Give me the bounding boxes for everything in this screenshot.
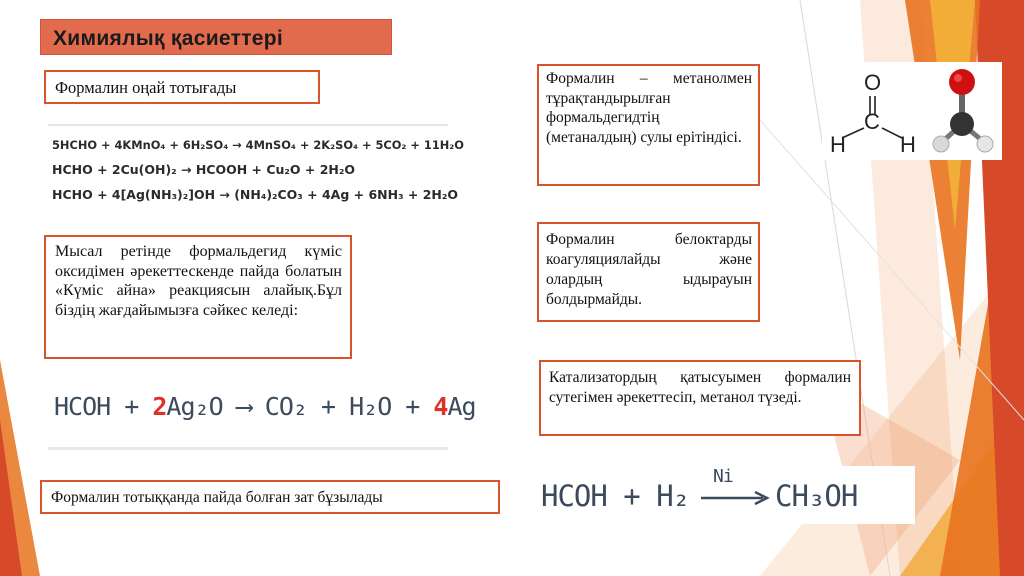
equation-copper-hydroxide: HCHO + 2Cu(OH)₂ → HCOOH + Cu₂O + 2H₂O [52,162,355,177]
atom-hydrogen-left-label: H [830,132,846,157]
formaldehyde-structure-svg [822,62,1002,160]
protein-text: Формалин белоктарды коагуляциялайды және олардың ыдырауын болдырмайды. [546,231,752,308]
formalin-definition-box [537,64,760,186]
silver-eq-part3: Ag [447,392,476,421]
silver-mirror-box [44,235,352,359]
reaction-arrow-icon [699,490,771,506]
silver-eq-part2: Ag₂O ⟶ CO₂ + H₂O + [166,392,434,421]
atom-oxygen-label: O [864,70,882,95]
silver-eq-part1: HCOH + [54,392,153,421]
catalyst-box [539,360,861,436]
equation-silver-ammonia: HCHO + 4[Ag(NH₃)₂]OH → (NH₄)₂CO₃ + 4Ag + 6NH₃ + 2H₂O [52,187,458,202]
hydrogenation-left: HCOH + H₂ [541,479,690,513]
decompose-box [40,480,500,514]
atom-carbon-label: C [864,109,880,134]
silver-mirror-equation-image [48,380,476,450]
easy-oxidation-text: Формалин оңай тотығады [55,78,237,97]
silver-eq-coef1: 2 [152,392,167,421]
slide-title: Химиялық қасиеттері [40,19,392,55]
decompose-text: Формалин тотыққанда пайда болған зат бұзылады [51,489,383,506]
catalyst-text: Катализатордың қатысуымен формалин сутегімен әрекеттесіп, метанол түзеді. [549,369,851,406]
formaldehyde-structure-image [822,62,1002,160]
silver-eq-coef2: 4 [433,392,448,421]
silver-mirror-text: Мысал ретінде формальдегид күміс оксидімен әрекеттескенде пайда болатын «Күміс айна» реакциясын алайық.Бұл біздің жағдайымызға сәйкес келеді: [55,243,342,319]
ball-and-stick-model-icon [933,69,993,152]
equation-permanganate: 5HCHO + 4KMnO₄ + 6H₂SO₄ → 4MnSO₄ + 2K₂SO₄ + 5CO₂ + 11H₂O [52,138,464,152]
protein-box [537,222,760,322]
hydrogenation-equation-image [529,466,915,524]
easy-oxidation-box [44,70,320,104]
hydrogenation-catalyst: Ni [713,466,733,487]
hydrogenation-right: CH₃OH [775,479,858,513]
atom-hydrogen-right-label: H [900,132,916,157]
redox-equations-image [48,124,464,216]
formalin-definition-text: Формалин – метанолмен тұрақтандырылған формальдегидтің (метаналдың) сулы ерітіндісі. [546,70,752,146]
